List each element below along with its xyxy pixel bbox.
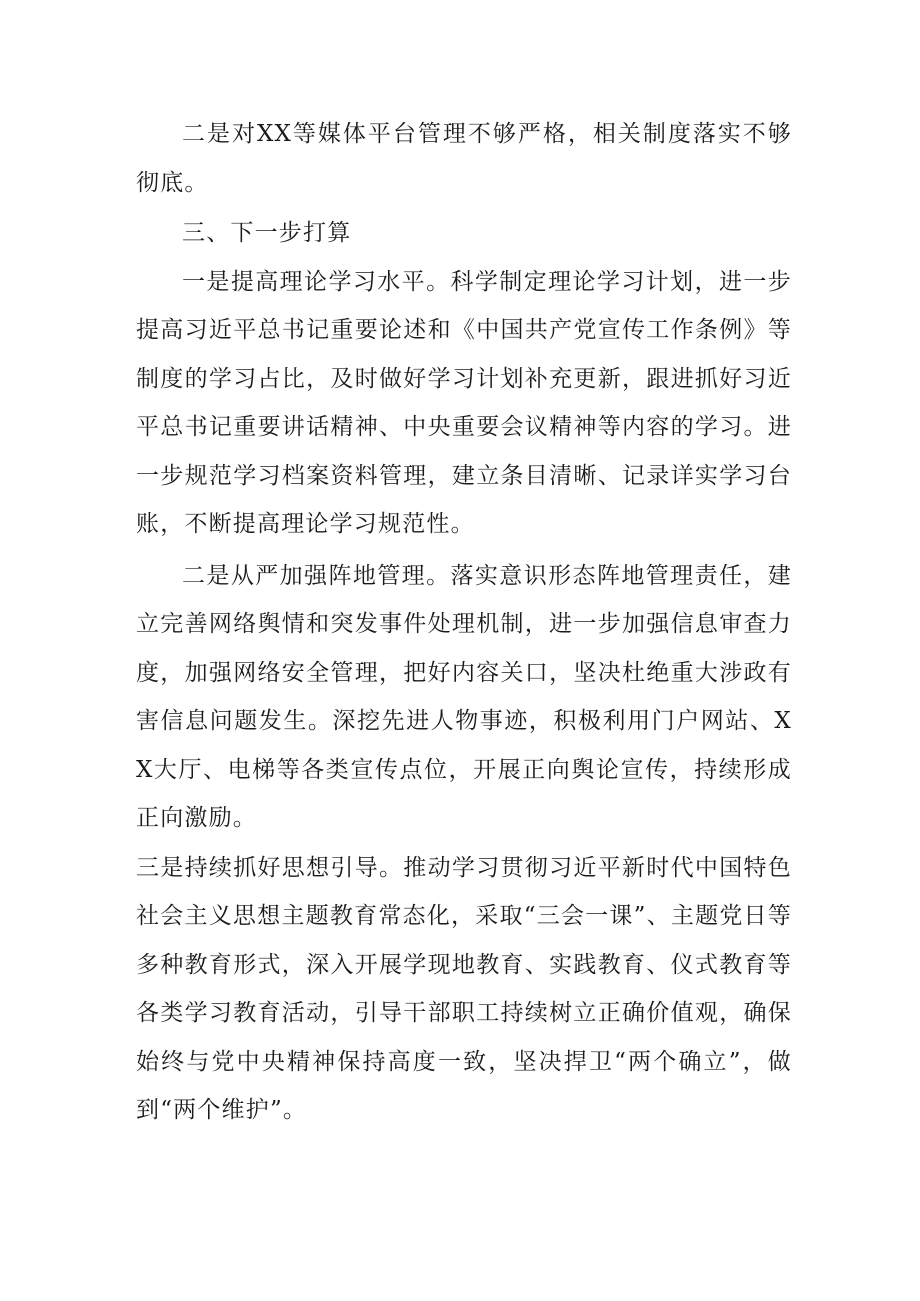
paragraph-media-platform-management: 二是对XX等媒体平台管理不够严格，相关制度落实不够彻底。 [136, 121, 792, 196]
paragraph-theory-study: 一是提高理论学习水平。科学制定理论学习计划，进一步提高习近平总书记重要论述和《中国共产党宣传工作条例》等制度的学习占比，及时做好学习计划补充更新，跟进抓好习近平总书记重要讲话精神、中央重要会议精神等内容的学习。进一步规范学习档案资料管理，建立条目清晰、记录详实学习台账，不断提高理论学习规范性。 [136, 268, 792, 537]
paragraph-ideological-guidance: 三是持续抓好思想引导。推动学习贯彻习近平新时代中国特色社会主义思想主题教育常态化，采取“三会一课”、主题党日等多种教育形式，深入开展学现地教育、实践教育、仪式教育等各类学习教育活动，引导干部职工持续树立正确价值观，确保始终与党中央精神保持高度一致，坚决捍卫“两个确立”，做到“两个维护”。 [136, 854, 792, 1123]
paragraph-position-management: 二是从严加强阵地管理。落实意识形态阵地管理责任，建立完善网络舆情和突发事件处理机制，进一步加强信息审查力度，加强网络安全管理，把好内容关口，坚决杜绝重大涉政有害信息问题发生。深挖先进人物事迹，积极利用门户网站、XX大厅、电梯等各类宣传点位，开展正向舆论宣传，持续形成正向激励。 [136, 562, 792, 831]
document-body [136, 110, 792, 1135]
section-heading-next-steps: 三、下一步打算 [182, 220, 352, 246]
